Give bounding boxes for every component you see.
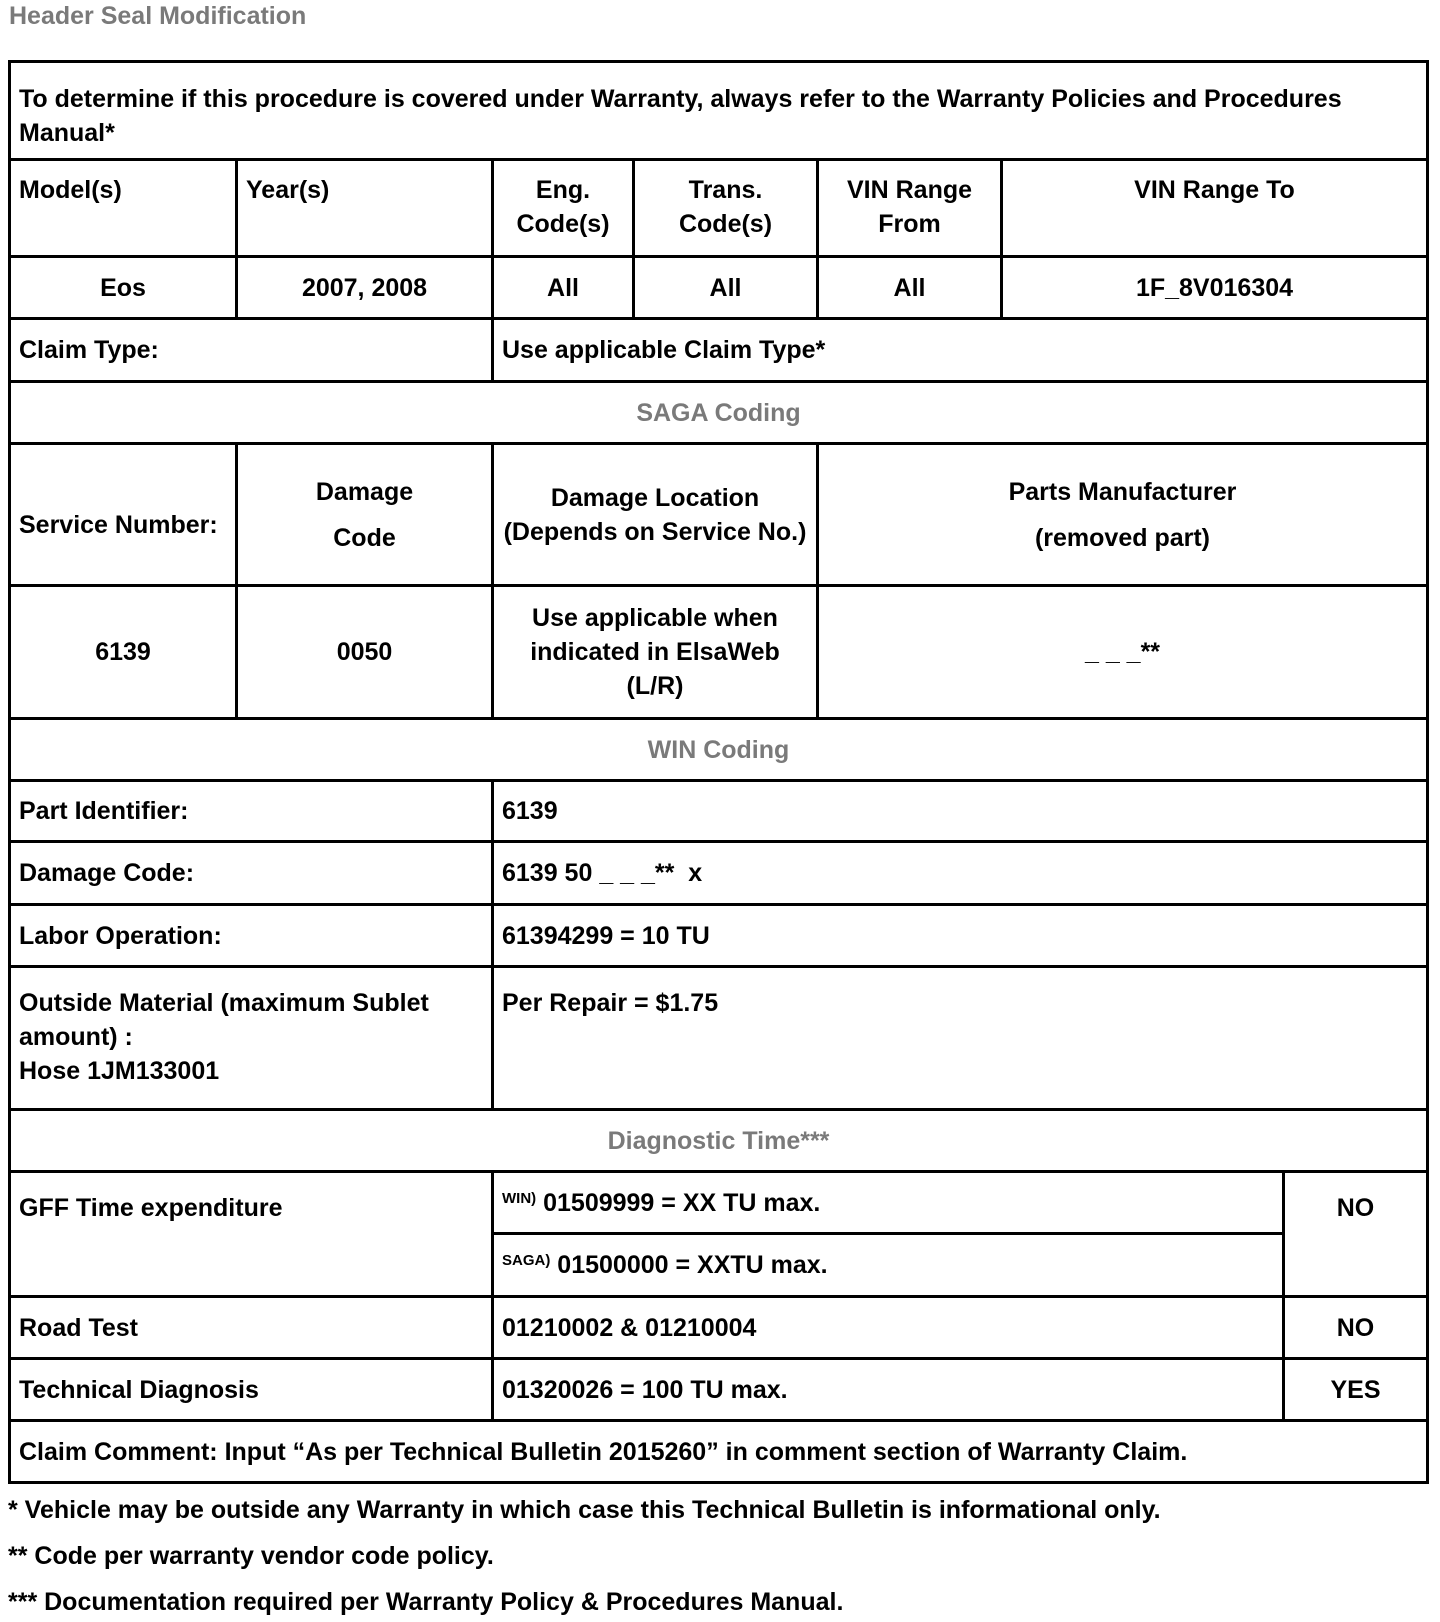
warranty-table [8,60,1429,1484]
value-trans-codes: All [634,257,818,319]
gff-saga-cell [493,1234,1284,1297]
gff-flag: NO [1284,1172,1428,1297]
value-vin-from: All [818,257,1002,319]
part-identifier-value: 6139 [493,781,1428,842]
claim-type-label: Claim Type: [10,319,493,382]
document-title: Header Seal Modification [9,2,307,30]
road-test-flag: NO [1284,1297,1428,1359]
labor-operation-label: Labor Operation: [10,905,493,967]
saga-damage-code: 0050 [237,586,493,719]
road-test-label: Road Test [10,1297,493,1359]
header-models: Model(s) [10,160,237,257]
labor-operation-value: 61394299 = 10 TU [493,905,1428,967]
value-vin-to: 1F_8V016304 [1002,257,1428,319]
value-eng-codes: All [493,257,634,319]
saga-coding-heading: SAGA Coding [10,382,1428,444]
claim-type-value: Use applicable Claim Type* [493,319,1428,382]
saga-service-number: 6139 [10,586,237,719]
outside-material-cell [10,967,493,1110]
gff-win-cell [493,1172,1284,1234]
win-coding-heading: WIN Coding [10,719,1428,781]
gff-label: GFF Time expenditure [10,1172,493,1297]
diagnostic-time-heading: Diagnostic Time*** [10,1110,1428,1172]
technical-diagnosis-flag: YES [1284,1359,1428,1421]
technical-diagnosis-value: 01320026 = 100 TU max. [493,1359,1284,1421]
value-model: Eos [10,257,237,319]
footnote-3: *** Documentation required per Warranty Policy & Procedures Manual. [8,1588,844,1616]
damage-code-value: 6139 50 _ _ _** x [493,842,1428,905]
header-eng-codes: Eng. Code(s) [493,160,634,257]
outside-material-label: Outside Material (maximum Sublet amount) : [19,989,429,1051]
damage-code-label: Damage Code: [10,842,493,905]
claim-comment: Claim Comment: Input “As per Technical Bulletin 2015260” in comment section of Warranty Claim. [10,1421,1428,1483]
value-years: 2007, 2008 [237,257,493,319]
saga-header-damage-location: Damage Location (Depends on Service No.) [493,444,818,586]
header-trans-codes: Trans. Code(s) [634,160,818,257]
gff-saga-value: 01500000 = XXTU max. [557,1251,828,1279]
footnote-1: * Vehicle may be outside any Warranty in which case this Technical Bulletin is informational only. [8,1496,1161,1524]
outside-material-value: Per Repair = $1.75 [493,967,1428,1110]
footnote-2: ** Code per warranty vendor code policy. [8,1542,494,1570]
outside-material-part: Hose 1JM133001 [19,1057,220,1085]
header-years: Year(s) [237,160,493,257]
saga-header-parts-manufacturer: Parts Manufacturer (removed part) [818,444,1428,586]
technical-diagnosis-label: Technical Diagnosis [10,1359,493,1421]
part-identifier-label: Part Identifier: [10,781,493,842]
road-test-value: 01210002 & 01210004 [493,1297,1284,1359]
header-vin-from: VIN Range From [818,160,1002,257]
saga-damage-location: Use applicable when indicated in ElsaWeb (L/R) [493,586,818,719]
saga-prefix: SAGA) [502,1252,551,1269]
win-prefix: WIN) [502,1189,537,1207]
saga-header-service-number: Service Number: [10,444,237,586]
saga-header-damage-code: Damage Code [237,444,493,586]
saga-parts-manufacturer: _ _ _** [818,586,1428,719]
header-vin-to: VIN Range To [1002,160,1428,257]
gff-win-value: 01509999 = XX TU max. [543,1188,821,1217]
intro-text: To determine if this procedure is covered under Warranty, always refer to the Warranty Policies and Procedures Manual* [10,62,1428,160]
